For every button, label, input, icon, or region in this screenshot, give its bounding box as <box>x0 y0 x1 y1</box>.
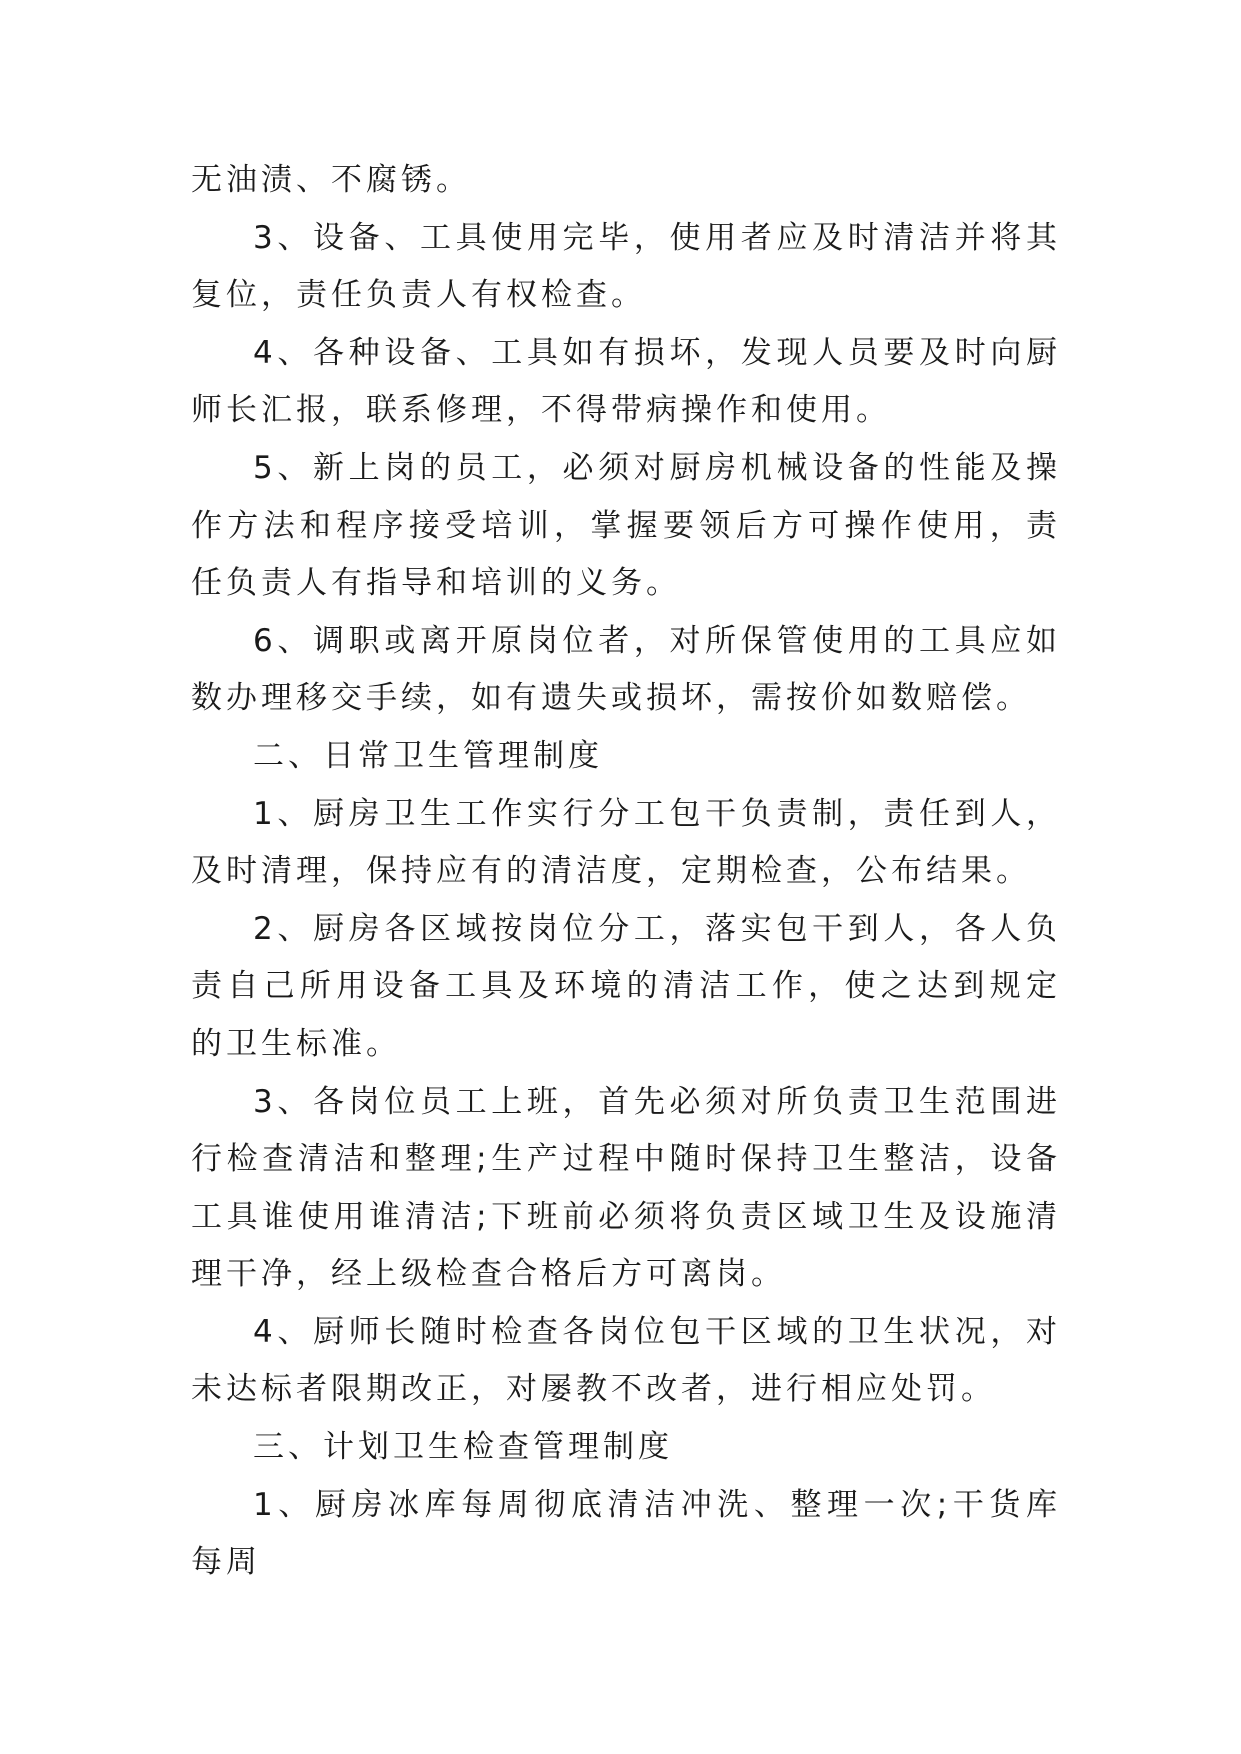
paragraph-daily-item-4: 4、厨师长随时检查各岗位包干区域的卫生状况，对未达标者限期改正，对屡教不改者，进行相应处罚。 <box>191 1313 1061 1408</box>
section-heading-planned-inspection: 三、计划卫生检查管理制度 <box>253 1429 673 1466</box>
paragraph-item-6: 6、调职或离开原岗位者，对所保管使用的工具应如数办理移交手续，如有遗失或损坏，需按价如数赔偿。 <box>191 622 1061 717</box>
section-heading-daily-hygiene: 二、日常卫生管理制度 <box>253 737 603 774</box>
paragraph-daily-item-1: 1、厨房卫生工作实行分工包干负责制，责任到人，及时清理，保持应有的清洁度，定期检查，公布结果。 <box>191 795 1061 890</box>
paragraph-planned-item-1: 1、厨房冰库每周彻底清洁冲洗、整理一次;干货库每周 <box>191 1486 1061 1581</box>
paragraph-daily-item-2: 2、厨房各区域按岗位分工，落实包干到人，各人负责自己所用设备工具及环境的清洁工作，使之达到规定的卫生标准。 <box>191 910 1061 1062</box>
paragraph-item-4: 4、各种设备、工具如有损坏，发现人员要及时向厨师长汇报，联系修理，不得带病操作和使用。 <box>191 334 1061 429</box>
paragraph-item-5: 5、新上岗的员工，必须对厨房机械设备的性能及操作方法和程序接受培训，掌握要领后方可操作使用，责任负责人有指导和培训的义务。 <box>191 449 1061 602</box>
paragraph-daily-item-3: 3、各岗位员工上班，首先必须对所负责卫生范围进行检查清洁和整理;生产过程中随时保持卫生整洁，设备工具谁使用谁清洁;下班前必须将负责区域卫生及设施清理干净，经上级检查合格后方可离岗。 <box>191 1083 1061 1293</box>
document-body <box>191 152 1061 1592</box>
paragraph-continuation: 无油渍、不腐锈。 <box>191 162 471 198</box>
paragraph-item-3: 3、设备、工具使用完毕，使用者应及时清洁并将其复位，责任负责人有权检查。 <box>191 219 1061 314</box>
